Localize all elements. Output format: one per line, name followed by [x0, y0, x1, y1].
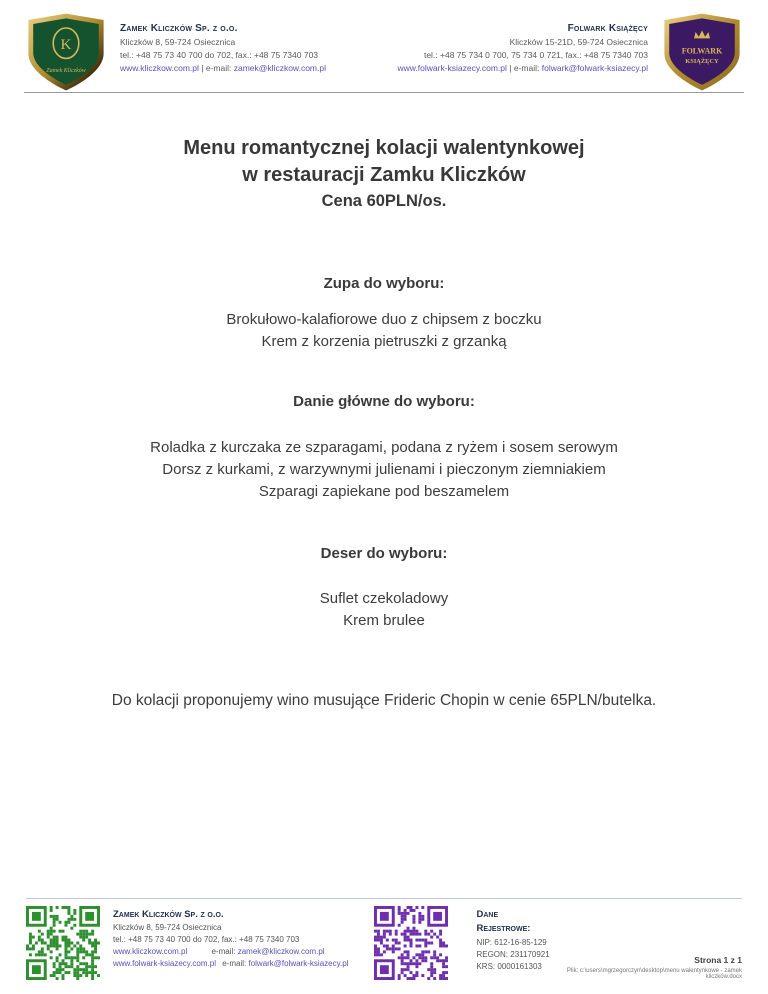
menu-section-dessert	[0, 545, 768, 632]
menu-price: Cena 60PLN/os.	[321, 192, 447, 210]
website-link[interactable]: www.folwark-ksiazecy.com.pl	[113, 959, 216, 969]
menu-item: Suflet czekoladowy	[319, 590, 449, 607]
menu-item: Szparagi zapiekane pod beszamelem	[258, 483, 510, 500]
zamek-kliczkow-logo	[26, 12, 106, 86]
web-email-line	[113, 946, 348, 958]
email-label: e-mail:	[205, 62, 232, 73]
email-link[interactable]: folwark@folwark-ksiazecy.pl	[541, 62, 648, 73]
company-name: Zamek Kliczków Sp. z o.o.	[120, 23, 238, 34]
menu-title-line1: Menu romantycznej kolacji walentynkowej	[183, 137, 585, 159]
menu-item: Roladka z kurczaka ze szparagami, podana z ryżem i sosem serowym	[150, 439, 618, 456]
email-label: e-mail:	[222, 959, 247, 969]
svg-text:Zamek Kliczków: Zamek Kliczków	[46, 68, 86, 74]
header-divider	[24, 92, 744, 93]
file-path: Plik: c:\users\mgrzegorczyn\desktop\menu walentynkowe - zamek kliczków.docx	[566, 968, 742, 980]
section-heading: Danie główne do wyboru:	[293, 393, 475, 410]
section-items	[0, 309, 768, 353]
address-line: Kliczków 8, 59-724 Osiecznica	[113, 923, 222, 933]
email-label: e-mail:	[513, 62, 540, 73]
registry-heading: Dane Rejestrowe:	[476, 909, 531, 935]
phone-line: tel.: +48 75 73 40 700 do 702, fax.: +48 75 7340 703	[113, 935, 300, 945]
address-line: Kliczków 15-21D, 59-724 Osiecznica	[509, 37, 648, 47]
svg-text:FOLWARK: FOLWARK	[681, 46, 723, 56]
email-label: e-mail:	[211, 947, 236, 957]
menu-item: Krem brulee	[343, 612, 425, 629]
folwark-ksiazecy-logo	[662, 12, 742, 86]
header-contact-left	[120, 12, 326, 74]
address-line: Kliczków 8, 59-724 Osiecznica	[120, 37, 236, 47]
email-link[interactable]: folwark@folwark-ksiazecy.pl	[248, 959, 349, 969]
footer	[26, 898, 742, 980]
purple-shield-icon	[662, 12, 742, 92]
web-email-line	[120, 62, 326, 75]
website-link[interactable]: www.kliczkow.com.pl	[120, 62, 199, 73]
green-shield-icon	[26, 12, 106, 92]
web-email-line	[397, 62, 648, 75]
header	[0, 0, 768, 86]
menu-item: Krem z korzenia pietruszki z grzanką	[261, 333, 507, 350]
phone-line: tel.: +48 75 73 40 700 do 702, fax.: +48 75 7340 703	[120, 49, 319, 60]
krs-line: KRS: 0000161303	[476, 961, 542, 971]
menu-title-line2: w restauracji Zamku Kliczków	[242, 164, 526, 186]
section-items	[0, 437, 768, 503]
company-name: Zamek Kliczków Sp. z o.o.	[113, 909, 224, 920]
menu-title	[0, 135, 768, 189]
svg-text:K: K	[60, 35, 72, 53]
page-meta	[550, 955, 742, 980]
section-items	[0, 588, 768, 632]
email-link[interactable]: zamek@kliczkow.com.pl	[233, 62, 326, 73]
footer-registry-block	[476, 906, 549, 973]
section-heading: Deser do wyboru:	[320, 545, 448, 562]
svg-text:KSIĄŻĘCY: KSIĄŻĘCY	[685, 58, 719, 66]
nip-line: NIP: 612-16-85-129	[476, 937, 547, 947]
footer-company-block	[113, 906, 348, 970]
wine-note: Do kolacji proponujemy wino musujące Frideric Chopin w cenie 65PLN/butelka.	[111, 692, 657, 709]
header-contact-right	[397, 12, 648, 74]
email-link[interactable]: zamek@kliczkow.com.pl	[237, 947, 325, 957]
regon-line: REGON: 231170921	[476, 949, 550, 959]
menu-item: Brokułowo-kalafiorowe duo z chipsem z boczku	[226, 311, 542, 328]
menu-section-soup	[0, 275, 768, 353]
separator: |	[201, 62, 204, 73]
menu-section-main-course	[0, 393, 768, 503]
company-name: Folwark Książęcy	[567, 23, 648, 34]
qr-code-green	[26, 906, 100, 980]
menu-content	[0, 135, 768, 710]
separator: |	[509, 62, 512, 73]
website-link[interactable]: www.kliczkow.com.pl	[113, 947, 188, 957]
section-heading: Zupa do wyboru:	[323, 275, 445, 292]
web-email-line	[113, 958, 348, 970]
phone-line: tel.: +48 75 734 0 700, 75 734 0 721, fax.: +48 75 7340 703	[423, 49, 648, 60]
menu-item: Dorsz z kurkami, z warzywnymi julienami i pieczonym ziemniakiem	[162, 461, 606, 478]
qr-code-purple	[374, 906, 448, 980]
website-link[interactable]: www.folwark-ksiazecy.com.pl	[397, 62, 507, 73]
page-number: Strona 1 z 1	[694, 955, 742, 965]
